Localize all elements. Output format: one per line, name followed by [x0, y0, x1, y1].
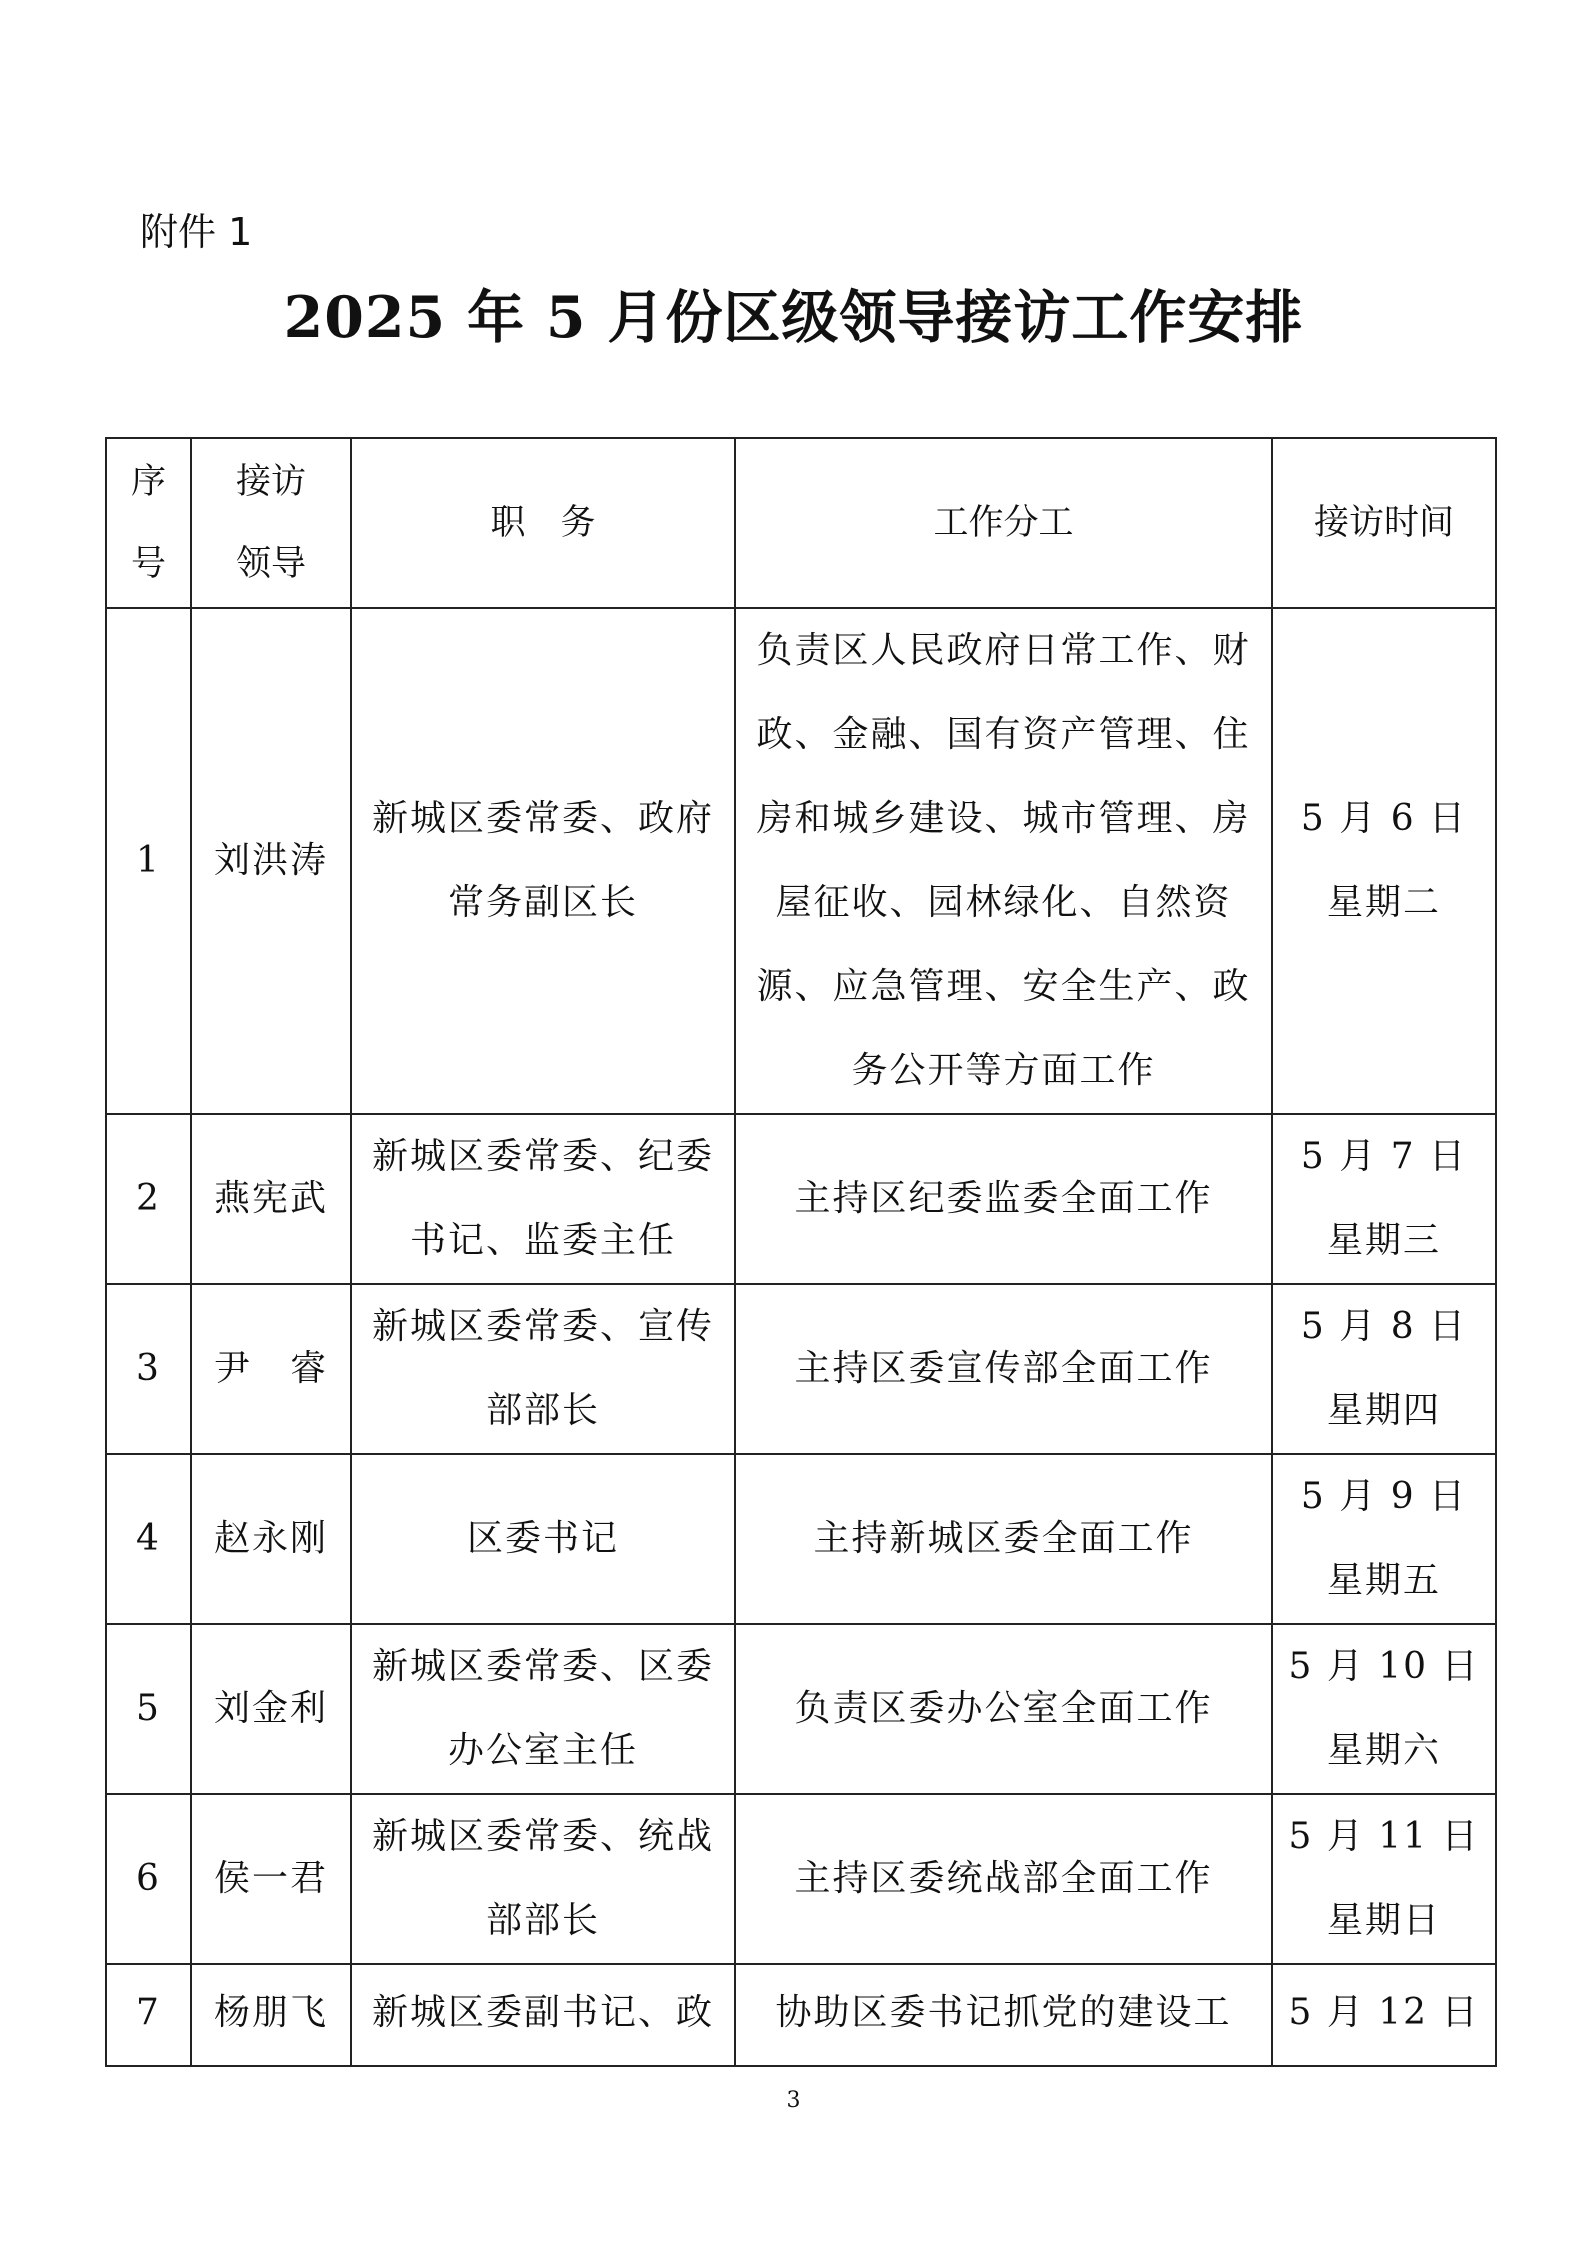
schedule-table: [105, 437, 1497, 2067]
row-duty: 负责区委办公室全面工作: [735, 1624, 1272, 1794]
row-time: [1272, 1964, 1496, 2066]
row-date: 5 月 8 日: [1300, 1306, 1468, 1347]
row-no: 7: [106, 1964, 191, 2066]
table-row: [106, 1114, 1496, 1284]
row-weekday: 星期五: [1326, 1560, 1441, 1601]
row-leader: 燕宪武: [191, 1114, 351, 1284]
row-date: 5 月 11 日: [1288, 1816, 1480, 1857]
row-no: 2: [106, 1114, 191, 1284]
row-date: 5 月 6 日: [1300, 798, 1468, 839]
header-time: 接访时间: [1272, 438, 1496, 608]
row-date: 5 月 12 日: [1288, 1992, 1480, 2033]
table-row: [106, 1624, 1496, 1794]
row-position: 新城区委常委、统战部部长: [351, 1794, 735, 1964]
row-weekday: 星期四: [1326, 1390, 1441, 1431]
header-position: 职 务: [351, 438, 735, 608]
row-weekday: 星期二: [1326, 882, 1441, 923]
row-position: 新城区委常委、区委办公室主任: [351, 1624, 735, 1794]
table-row: [106, 1284, 1496, 1454]
row-time: [1272, 1794, 1496, 1964]
row-weekday: 星期三: [1326, 1220, 1441, 1261]
row-time: [1272, 1114, 1496, 1284]
row-date: 5 月 9 日: [1300, 1476, 1468, 1517]
row-weekday: 星期六: [1326, 1730, 1441, 1771]
row-position: 新城区委常委、政府常务副区长: [351, 608, 735, 1114]
header-no: 序号: [106, 438, 191, 608]
row-date: 5 月 7 日: [1300, 1136, 1468, 1177]
row-leader: 杨朋飞: [191, 1964, 351, 2066]
table-row: [106, 1454, 1496, 1624]
document-title: 2025 年 5 月份区级领导接访工作安排: [283, 284, 1304, 351]
row-weekday: 星期日: [1326, 1900, 1441, 1941]
row-leader: 赵永刚: [191, 1454, 351, 1624]
row-date: 5 月 10 日: [1288, 1646, 1480, 1687]
row-position: 新城区委副书记、政: [351, 1964, 735, 2066]
row-leader: 尹 睿: [191, 1284, 351, 1454]
row-leader: 刘金利: [191, 1624, 351, 1794]
row-duty: 主持区纪委监委全面工作: [735, 1114, 1272, 1284]
row-duty: 主持区委宣传部全面工作: [735, 1284, 1272, 1454]
row-leader: 刘洪涛: [191, 608, 351, 1114]
row-time: [1272, 608, 1496, 1114]
header-duty: 工作分工: [735, 438, 1272, 608]
row-time: [1272, 1284, 1496, 1454]
row-time: [1272, 1454, 1496, 1624]
header-leader: 接访领导: [191, 438, 351, 608]
table-row: [106, 1794, 1496, 1964]
row-position: 新城区委常委、宣传部部长: [351, 1284, 735, 1454]
row-duty: 主持区委统战部全面工作: [735, 1794, 1272, 1964]
row-no: 6: [106, 1794, 191, 1964]
row-duty: 负责区人民政府日常工作、财政、金融、国有资产管理、住房和城乡建设、城市管理、房屋征收、园林绿化、自然资源、应急管理、安全生产、政务公开等方面工作: [735, 608, 1272, 1114]
row-no: 5: [106, 1624, 191, 1794]
row-time: [1272, 1624, 1496, 1794]
attachment-label: 附件 1: [140, 210, 253, 254]
table-header-row: [106, 438, 1496, 608]
page-number: 3: [786, 2088, 801, 2113]
table-row: [106, 608, 1496, 1114]
row-duty: 协助区委书记抓党的建设工: [735, 1964, 1272, 2066]
row-position: 区委书记: [351, 1454, 735, 1624]
row-position: 新城区委常委、纪委书记、监委主任: [351, 1114, 735, 1284]
row-no: 1: [106, 608, 191, 1114]
row-leader: 侯一君: [191, 1794, 351, 1964]
row-duty: 主持新城区委全面工作: [735, 1454, 1272, 1624]
row-no: 4: [106, 1454, 191, 1624]
table-row: [106, 1964, 1496, 2066]
row-no: 3: [106, 1284, 191, 1454]
